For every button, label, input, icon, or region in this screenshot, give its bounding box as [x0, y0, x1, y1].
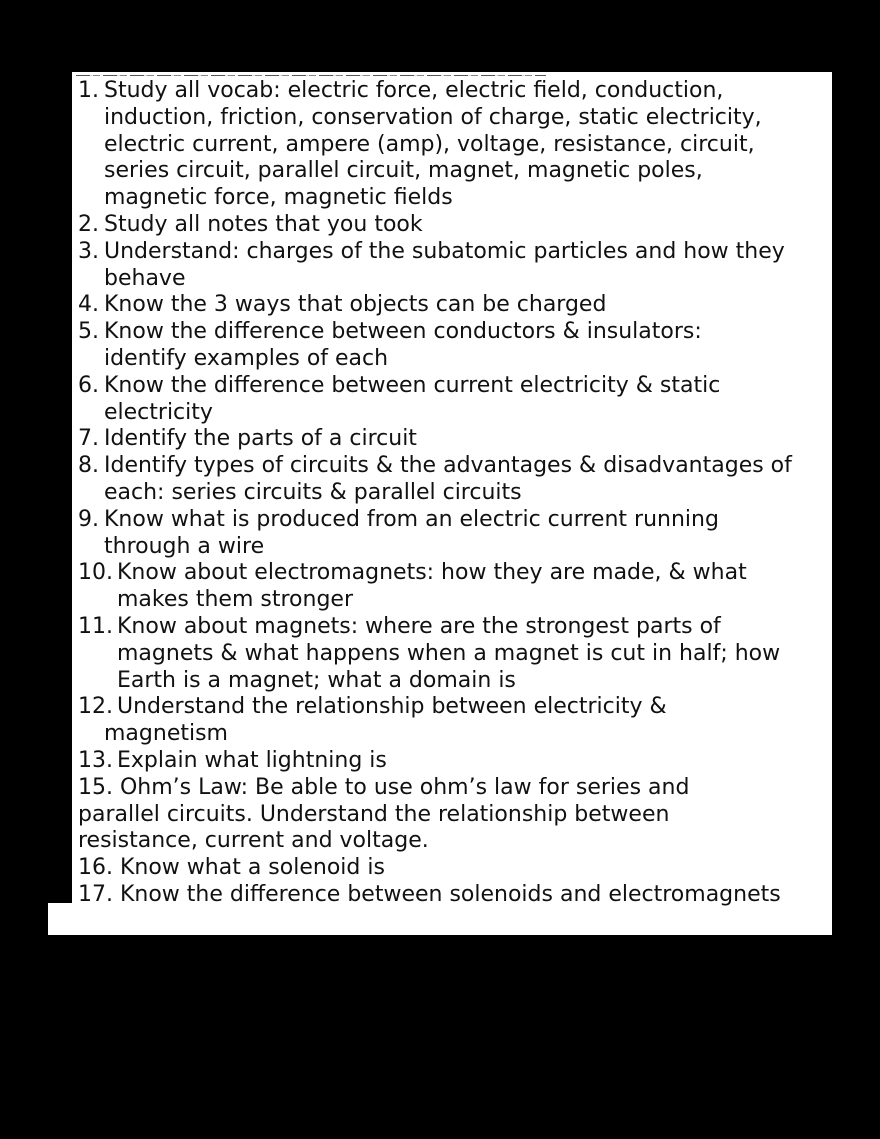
- list-item-text: makes them stronger: [117, 587, 353, 613]
- list-item-text: Know what is produced from an electric current running: [104, 506, 719, 532]
- list-item: [0, 212, 880, 239]
- list-item: [0, 614, 880, 694]
- list-item: [0, 373, 880, 427]
- list-item-text: Understand: charges of the subatomic particles and how they: [104, 238, 785, 264]
- paragraph-ohms-law: [0, 775, 880, 855]
- list-item-number: 9.: [78, 506, 99, 532]
- paragraph-line: 17. Know the difference between solenoids and electromagnets: [78, 881, 781, 907]
- list-item: [0, 239, 880, 293]
- list-item-text: Know the difference between current electricity & static: [104, 372, 721, 398]
- list-item-number: 8.: [78, 453, 99, 479]
- list-item-number: 10.: [78, 560, 113, 586]
- list-item: [0, 292, 880, 319]
- list-item-text: Study all vocab: electric force, electric field, conduction,: [104, 78, 724, 103]
- list-item-text: Know about magnets: where are the strongest parts of: [117, 613, 721, 639]
- list-item-text: Know the 3 ways that objects can be charged: [104, 292, 607, 318]
- paragraph-solenoid: [0, 855, 880, 882]
- list-item-text: induction, friction, conservation of charge, static electricity,: [104, 104, 762, 130]
- list-item-text: electricity: [104, 399, 213, 425]
- list-item-number: 3.: [78, 238, 99, 264]
- paragraph-line: parallel circuits. Understand the relationship between: [78, 801, 670, 827]
- list-item-text: Identify types of circuits & the advantages & disadvantages of: [104, 453, 792, 479]
- paragraph-line: resistance, current and voltage.: [78, 828, 429, 854]
- list-item-number: 1.: [78, 78, 99, 103]
- clipped-title-underline: [76, 72, 546, 77]
- paragraph-solenoid-vs-electromagnet: [0, 882, 880, 909]
- list-item-text: behave: [104, 265, 186, 291]
- list-item-text: magnets & what happens when a magnet is cut in half; how: [117, 640, 781, 666]
- list-item-text: Identify the parts of a circuit: [104, 426, 417, 452]
- list-item-number: 13.: [78, 747, 113, 773]
- list-item-text: series circuit, parallel circuit, magnet, magnetic poles,: [104, 158, 703, 184]
- list-item-text: through a wire: [104, 533, 265, 559]
- list-item: [0, 453, 880, 507]
- list-item-text: magnetic force, magnetic fields: [104, 185, 453, 211]
- list-item-text: Understand the relationship between electricity &: [117, 694, 667, 720]
- list-item-number: 6.: [78, 372, 99, 398]
- list-item-text: Know about electromagnets: how they are made, & what: [117, 560, 747, 586]
- list-item-text: identify examples of each: [104, 345, 389, 371]
- list-item-number: 11.: [78, 613, 113, 639]
- list-item: [0, 507, 880, 561]
- list-item: [0, 78, 880, 212]
- list-item-number: 12.: [78, 694, 113, 720]
- list-item-text: Know the difference between conductors & insulators:: [104, 319, 702, 345]
- list-item-text: Earth is a magnet; what a domain is: [117, 667, 516, 693]
- list-item-text: electric current, ampere (amp), voltage, resistance, circuit,: [104, 131, 755, 157]
- list-item: [0, 748, 880, 775]
- list-item-number: 5.: [78, 319, 99, 345]
- list-item-number: 2.: [78, 211, 99, 237]
- list-item: [0, 426, 880, 453]
- list-item-number: 4.: [78, 292, 99, 318]
- list-item-text: Study all notes that you took: [104, 211, 423, 237]
- study-guide-list: [0, 78, 880, 909]
- paragraph-line: 16. Know what a solenoid is: [78, 855, 385, 881]
- list-item-text: magnetism: [104, 721, 228, 747]
- list-item: [0, 694, 880, 748]
- list-item-number: 7.: [78, 426, 99, 452]
- list-item-text: each: series circuits & parallel circuits: [104, 479, 522, 505]
- list-item: [0, 319, 880, 373]
- paragraph-line: 15. Ohm’s Law: Be able to use ohm’s law for series and: [78, 774, 690, 800]
- list-item-text: Explain what lightning is: [117, 747, 387, 773]
- list-item: [0, 560, 880, 614]
